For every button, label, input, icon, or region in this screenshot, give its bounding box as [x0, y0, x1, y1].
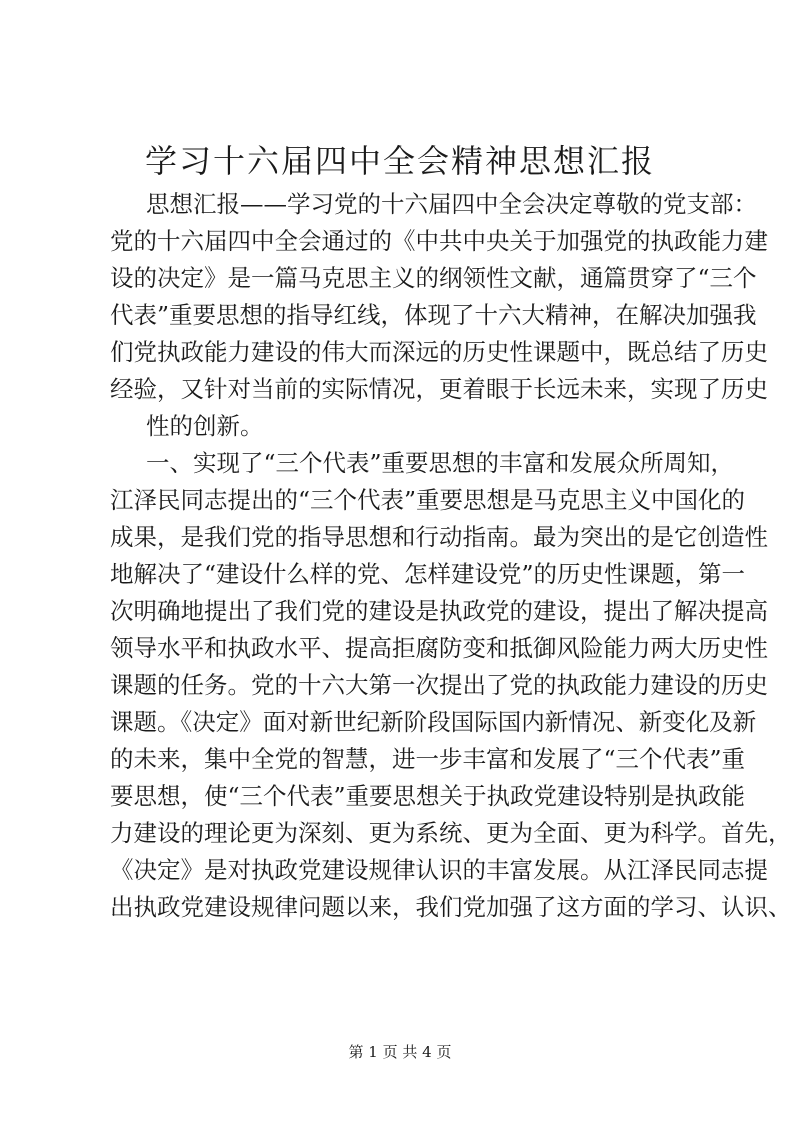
text-line: 成果，是我们党的指导思想和行动指南。最为突出的是它创造性: [110, 523, 768, 551]
text-line: 思想汇报——学习党的十六届四中全会决定尊敬的党支部：: [146, 190, 757, 218]
text-line: 《决定》是对执政党建设规律认识的丰富发展。从江泽民同志提: [110, 856, 768, 884]
text-line: 次明确地提出了我们党的建设是执政党的建设，提出了解决提高: [110, 597, 768, 625]
text-line: 地解决了“建设什么样的党、怎样建设党”的历史性课题，第一: [110, 560, 746, 588]
text-line: 性的创新。: [146, 412, 264, 440]
text-line: 经验，又针对当前的实际情况，更着眼于长远未来，实现了历史: [110, 375, 768, 403]
text-line: 们党执政能力建设的伟大而深远的历史性课题中，既总结了历史: [110, 338, 768, 366]
page-title: 学习十六届四中全会精神思想汇报: [144, 142, 655, 180]
text-line: 设的决定》是一篇马克思主义的纲领性文献，通篇贯穿了“三个: [110, 264, 757, 292]
text-line: 要思想，使“三个代表”重要思想关于执政党建设特别是执政能: [110, 782, 746, 810]
text-line: 课题。《决定》面对新世纪新阶段国际国内新情况、新变化及新: [110, 708, 757, 736]
text-line: 课题的任务。党的十六大第一次提出了党的执政能力建设的历史: [110, 671, 768, 699]
text-line: 力建设的理论更为深刻、更为系统、更为全面、更为科学。首先，: [110, 819, 792, 847]
text-line: 江泽民同志提出的“三个代表”重要思想是马克思主义中国化的: [110, 486, 746, 514]
text-line: 出执政党建设规律问题以来，我们党加强了这方面的学习、认识、: [110, 893, 792, 921]
document-body: [110, 186, 792, 926]
text-line: 代表”重要思想的指导红线，体现了十六大精神，在解决加强我: [110, 301, 757, 329]
text-line: 党的十六届四中全会通过的《中共中央关于加强党的执政能力建: [110, 227, 768, 255]
text-line: 的未来，集中全党的智慧，进一步丰富和发展了“三个代表”重: [110, 745, 746, 773]
text-line: 一、实现了“三个代表”重要思想的丰富和发展众所周知，: [146, 449, 735, 477]
page-footer: 第 1 页 共 4 页: [348, 1043, 452, 1061]
text-line: 领导水平和执政水平、提高拒腐防变和抵御风险能力两大历史性: [110, 634, 768, 662]
